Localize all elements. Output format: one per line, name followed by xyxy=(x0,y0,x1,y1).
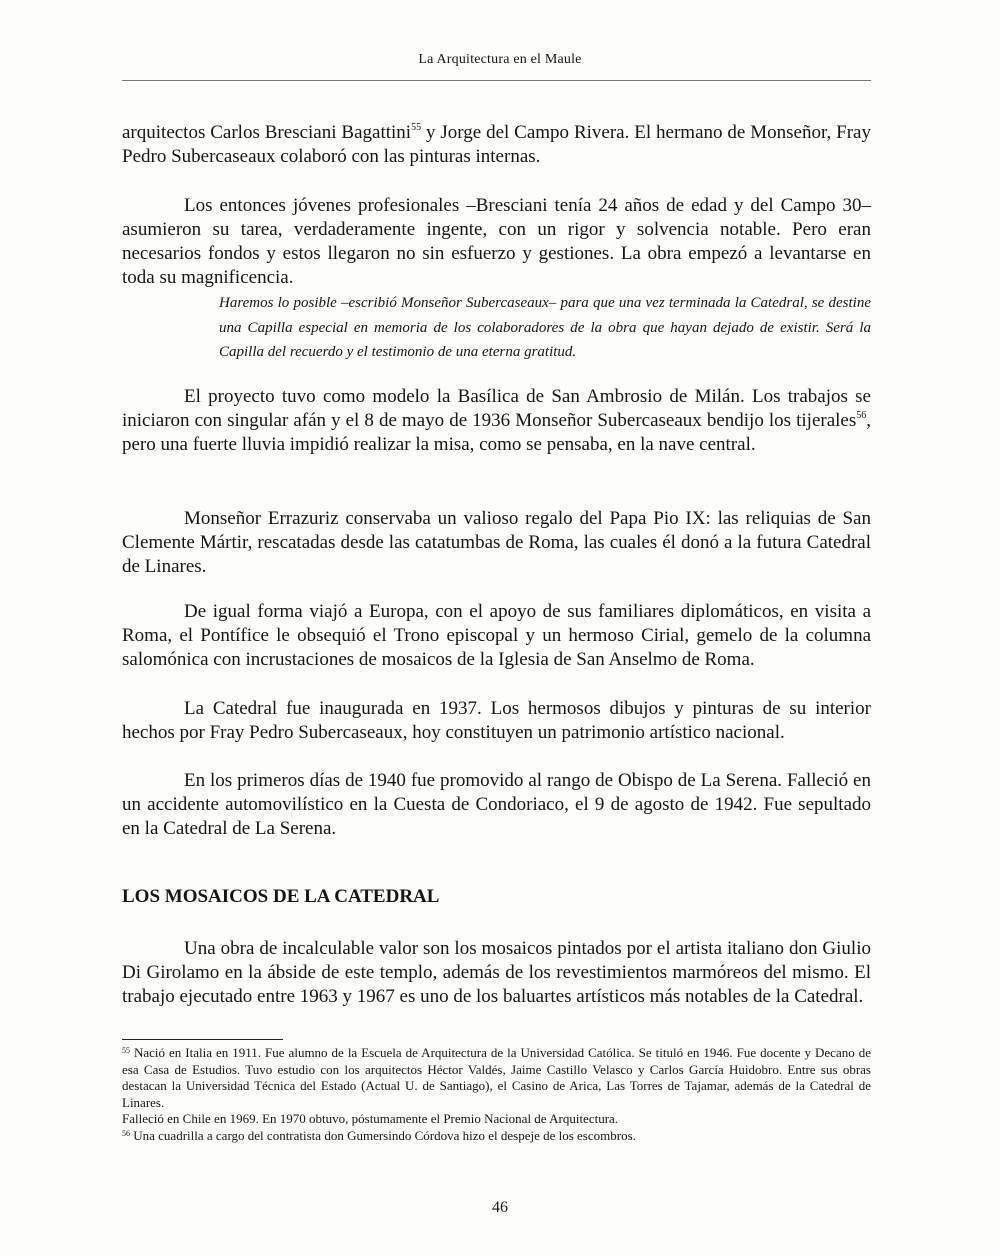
paragraph-2: Los entonces jóvenes profesionales –Bresciani tenía 24 años de edad y del Campo 30– asumieron su tarea, verdaderamente ingente, con un rigor y solvencia notable. Pero eran necesarios fondos y estos llegaron no sin esfuerzo y gestiones. La obra empezó a levantarse en toda su magnificencia. xyxy=(122,195,871,288)
paragraph-1-text: arquitectos Carlos Bresciani Bagattini xyxy=(122,122,412,143)
header-rule xyxy=(122,80,871,81)
footnote-ref-55[interactable]: 55 xyxy=(411,122,422,133)
paragraph-1-text-after: y Jorge del Campo Rivera. El hermano de Monseñor, Fray Pedro Subercaseaux colaboró con las pinturas internas. xyxy=(122,122,871,167)
footnote-ref-56[interactable]: 56 xyxy=(856,410,867,421)
footnote-56-marker: 56 xyxy=(122,1128,130,1138)
footnote-rule xyxy=(122,1039,283,1040)
paragraph-4: Monseñor Errazuriz conservaba un valioso regalo del Papa Pio IX: las reliquias de San Clemente Mártir, rescatadas desde las catatumbas de Roma, las cuales él donó a la futura Catedral de Linares. xyxy=(122,508,871,577)
footnote-56-text: Una cuadrilla a cargo del contratista don Gumersindo Córdova hizo el despeje de los escombros. xyxy=(130,1127,636,1143)
paragraph-6: La Catedral fue inaugurada en 1937. Los hermosos dibujos y pinturas de su interior hechos por Fray Pedro Subercaseaux, hoy constituyen un patrimonio artístico nacional. xyxy=(122,698,871,743)
paragraph-1 xyxy=(122,121,871,169)
footnote-55-text: Nació en Italia en 1911. Fue alumno de la Escuela de Arquitectura de la Universidad Católica. Se tituló en 1946. Fue docente y Decano de esa Casa de Estudios. Tuvo estudio con los arquitectos Héctor Valdés, Jaime Castillo Velasco y Carlos García Huidobro. Entre sus obras destacan la Universidad Técnica del Estado (Actual U. de Santiago), el Casino de Arica, Las Torres de Tajamar, además de la Catedral de Linares. xyxy=(122,1045,871,1110)
paragraph-8: Una obra de incalculable valor son los mosaicos pintados por el artista italiano don Giulio Di Girolamo en la ábside de este templo, además de los revestimientos marmóreos del mismo. El trabajo ejecutado entre 1963 y 1967 es uno de los baluartes artísticos más notables de la Catedral. xyxy=(122,938,871,1007)
paragraph-7: En los primeros días de 1940 fue promovido al rango de Obispo de La Serena. Falleció en un accidente automovilístico en la Cuesta de Condoriaco, el 9 de agosto de 1942. Fue sepultado en la Catedral de La Serena. xyxy=(122,770,871,839)
paragraph-3-text-after: , pero una fuerte lluvia impidió realizar la misa, como se pensaba, en la nave central. xyxy=(122,410,871,455)
footnotes xyxy=(122,1045,871,1144)
footnote-55-marker: 55 xyxy=(122,1046,130,1055)
paragraph-5: De igual forma viajó a Europa, con el apoyo de sus familiares diplomáticos, en visita a Roma, el Pontífice le obsequió el Trono episcopal y un hermoso Cirial, gemelo de la columna salomónica con incrustaciones de mosaicos de la Iglesia de San Anselmo de Roma. xyxy=(122,601,871,670)
running-header: La Arquitectura en el Maule xyxy=(418,52,582,67)
block-quote: Haremos lo posible –escribió Monseñor Subercaseaux– para que una vez terminada la Catedral, se destine una Capilla especial en memoria de los colaboradores de la obra que hayan dejado de existir. Será la Capilla del recuerdo y el testimonio de una eterna gratitud. xyxy=(219,295,871,360)
footnote-55-continued: Falleció en Chile en 1969. En 1970 obtuvo, póstumamente el Premio Nacional de Arquitectura. xyxy=(122,1111,619,1126)
footnote-56 xyxy=(122,1128,871,1145)
footnote-55 xyxy=(122,1045,871,1111)
page-number: 46 xyxy=(492,1199,508,1216)
paragraph-3 xyxy=(122,385,871,457)
paragraph-3-text: El proyecto tuvo como modelo la Basílica de San Ambrosio de Milán. Los trabajos se iniciaron con singular afán y el 8 de mayo de 1936 Monseñor Subercaseaux bendijo los tijerales xyxy=(122,386,871,431)
section-heading: LOS MOSAICOS DE LA CATEDRAL xyxy=(122,886,440,907)
